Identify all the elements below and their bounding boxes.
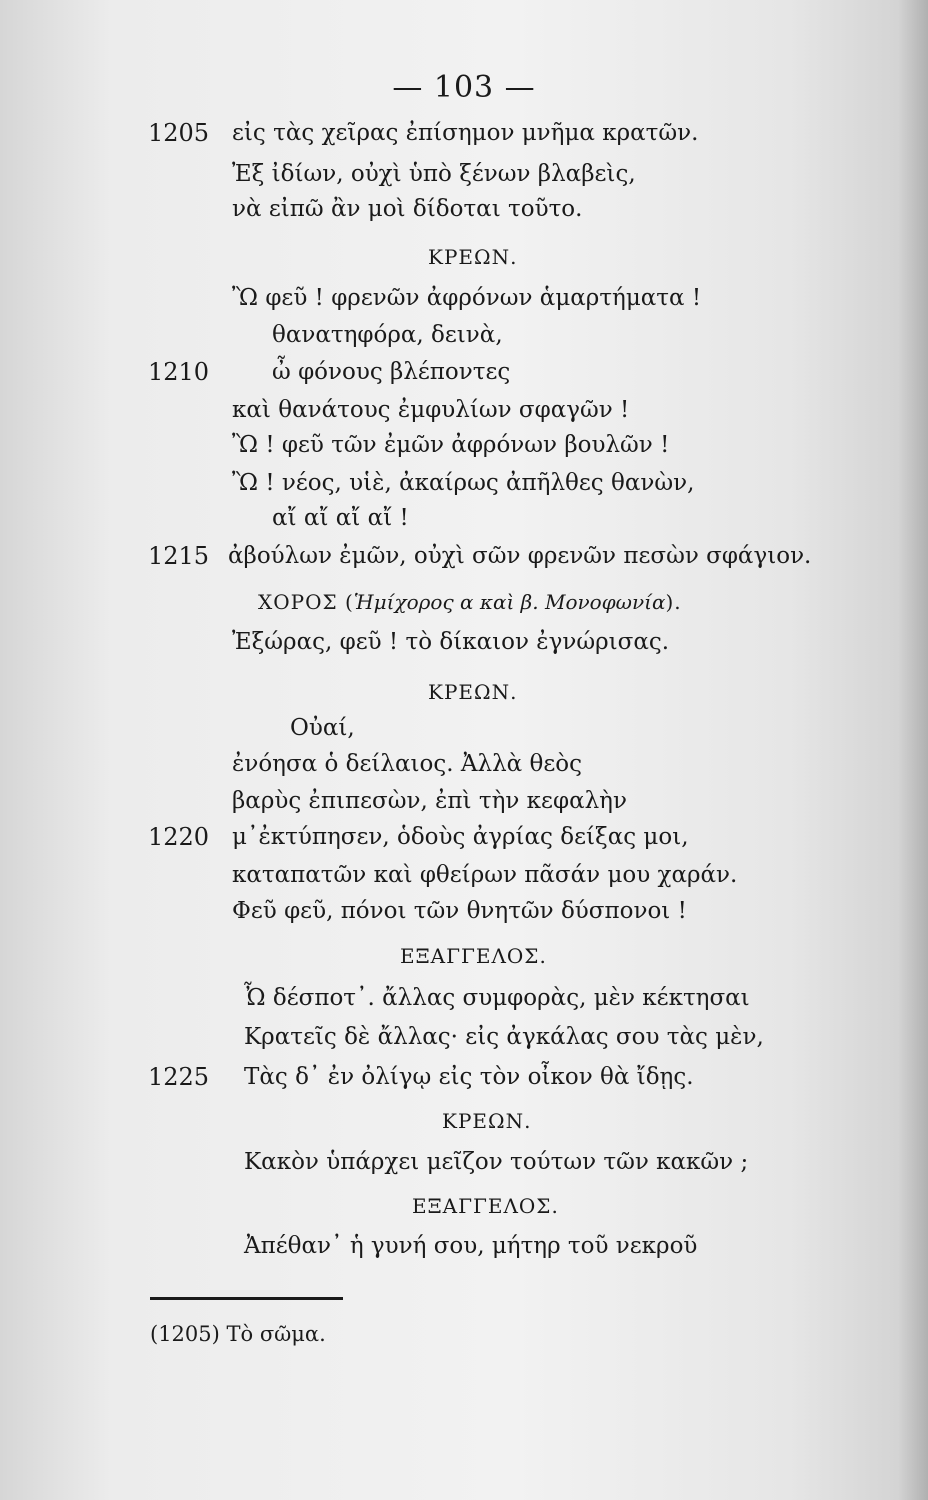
- verse-line: Ἐξ ἰδίων, οὐχὶ ὑπὸ ξένων βλαβεὶς,: [232, 161, 636, 187]
- speaker-name: ΚΡΕΩΝ.: [428, 245, 518, 269]
- speaker-heading: [412, 1191, 559, 1221]
- verse-line: Τὰς δ᾽ ἐν ὀλίγῳ εἰς τὸν οἶκον θὰ ἴδῃς.: [244, 1064, 694, 1090]
- verse-line: καὶ θανάτους ἐμφυλίων σφαγῶν !: [232, 397, 630, 423]
- speaker-name: ΚΡΕΩΝ.: [442, 1109, 532, 1133]
- verse-line: Ὦ δέσποτ᾽. ἄλλας συμφορὰς, μὲν κέκτησαι: [244, 985, 750, 1011]
- line-number: 1205: [148, 119, 210, 147]
- verse-line: ὦ φόνους βλέποντες: [272, 359, 511, 385]
- speaker-name: ΕΞΑΓΓΕΛΟΣ.: [412, 1194, 559, 1218]
- verse-line: ἐνόησα ὁ δείλαιος. Ἀλλὰ θεὸς: [232, 751, 583, 777]
- speaker-name: ΧΟΡΟΣ (: [258, 590, 354, 614]
- speaker-name: ΚΡΕΩΝ.: [428, 680, 518, 704]
- verse-line: θανατηφόρα, δεινὰ,: [272, 322, 503, 348]
- verse-line: Φεῦ φεῦ, πόνοι τῶν θνητῶν δύσπονοι !: [232, 898, 687, 924]
- verse-line: Κρατεῖς δὲ ἄλλας· εἰς ἀγκάλας σου τὰς μὲν,: [244, 1024, 764, 1050]
- verse-line: Κακὸν ὑπάρχει μεῖζον τούτων τῶν κακῶν ;: [244, 1149, 749, 1175]
- verse-line: Ὢ ! φεῦ τῶν ἐμῶν ἀφρόνων βουλῶν !: [232, 432, 670, 458]
- speaker-note-end: ).: [665, 590, 682, 614]
- speaker-heading: [400, 941, 547, 971]
- page-number: — 103 —: [392, 70, 536, 105]
- speaker-heading: [428, 242, 517, 272]
- verse-line: ἀβούλων ἐμῶν, οὐχὶ σῶν φρενῶν πεσὼν σφάγιον.: [228, 543, 812, 569]
- verse-line: νὰ εἰπῶ ἂν μοὶ δίδοται τοῦτο.: [232, 196, 583, 222]
- verse-line: μ᾽ἐκτύπησεν, ὁδοὺς ἀγρίας δείξας μοι,: [232, 824, 689, 850]
- verse-line: αἴ αἴ αἴ αἴ !: [272, 505, 409, 531]
- speaker-heading: [428, 677, 517, 707]
- verse-line: Ὢ φεῦ ! φρενῶν ἀφρόνων ἁμαρτήματα !: [232, 285, 702, 311]
- page-edge-shadow: [898, 0, 928, 1500]
- verse-line: Ὢ ! νέος, υἱὲ, ἀκαίρως ἀπῆλθες θανὼν,: [232, 470, 695, 496]
- verse-line: Οὐαί,: [290, 715, 355, 741]
- speaker-name: ΕΞΑΓΓΕΛΟΣ.: [400, 944, 547, 968]
- line-number: 1210: [148, 358, 210, 386]
- line-number: 1215: [148, 542, 210, 570]
- line-number: 1220: [148, 823, 210, 851]
- verse-line: βαρὺς ἐπιπεσὼν, ἐπὶ τὴν κεφαλὴν: [232, 788, 627, 814]
- speaker-note: Ἡμίχορος α καὶ β. Μονοφωνία: [353, 590, 666, 614]
- verse-line: Ἀπέθαν᾽ ἡ γυνή σου, μήτηρ τοῦ νεκροῦ: [244, 1233, 698, 1259]
- speaker-heading: [442, 1106, 531, 1136]
- line-number: 1225: [148, 1063, 210, 1091]
- footnote: (1205) Τὸ σῶμα.: [150, 1322, 326, 1346]
- verse-line: Ἐξώρας, φεῦ ! τὸ δίκαιον ἐγνώρισας.: [232, 629, 670, 655]
- verse-line: καταπατῶν καὶ φθείρων πᾶσάν μου χαράν.: [232, 862, 738, 888]
- footnote-rule: [150, 1297, 343, 1300]
- speaker-heading: [258, 587, 682, 617]
- verse-line: εἰς τὰς χεῖρας ἐπίσημον μνῆμα κρατῶν.: [232, 120, 699, 146]
